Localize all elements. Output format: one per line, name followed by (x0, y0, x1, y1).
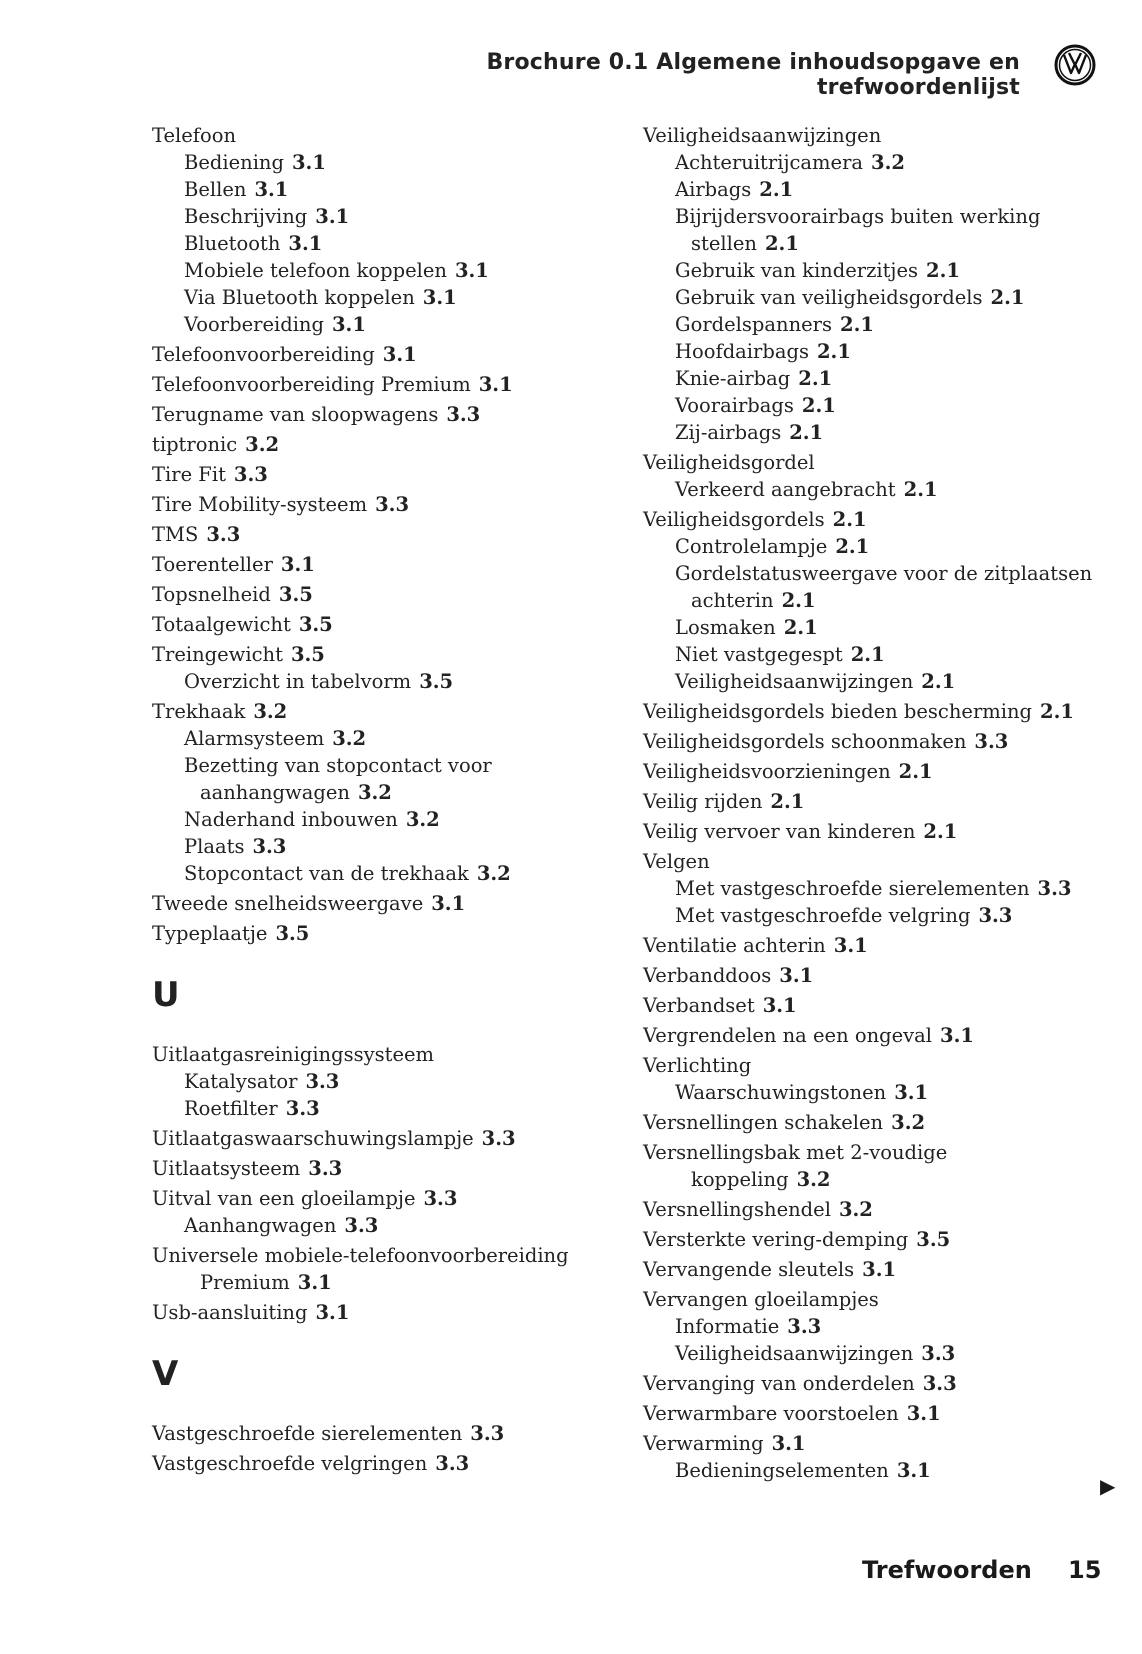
index-entry-reference: 2.1 (923, 820, 958, 843)
index-entry-reference: 3.1 (280, 553, 315, 576)
index-entry (643, 392, 1103, 419)
index-entry-reference: 3.1 (288, 232, 323, 255)
index-entry-term: Bezetting van stopcontact voor (184, 754, 492, 777)
index-entry-reference: 2.1 (926, 259, 960, 282)
footer-section-label: Trefwoorden (862, 1556, 1032, 1584)
index-entry-term: Veiligheidsaanwijzingen (675, 1342, 914, 1365)
section-letter-u: U (152, 975, 180, 1015)
index-entry (152, 833, 592, 860)
index-entry-term: Treingewicht (152, 643, 283, 666)
index-entry (643, 1256, 1103, 1283)
index-group-u (152, 1041, 592, 1326)
index-entry (152, 581, 592, 608)
index-entry-reference: 2.1 (850, 643, 885, 666)
index-entry-reference: 3.1 (431, 892, 466, 915)
index-entry-term: Versnellingsbak met 2-voudige (643, 1141, 948, 1164)
index-entry-term: Veiligheidsvoorzieningen (643, 760, 891, 783)
index-entry (643, 587, 1103, 614)
index-entry-term: Alarmsysteem (184, 727, 325, 750)
index-column-right (643, 122, 1103, 1484)
index-entry-term: Tire Mobility-systeem (152, 493, 368, 516)
index-entry-reference: 3.2 (332, 727, 367, 750)
index-entry-reference: 3.3 (206, 523, 241, 546)
index-entry-term: stellen (691, 232, 757, 255)
index-entry-term: Met vastgeschroefde velgring (675, 904, 971, 927)
index-entry (643, 1196, 1103, 1223)
index-entry-reference: 3.1 (906, 1402, 941, 1425)
index-entry (152, 491, 592, 518)
index-entry-term: Usb-aansluiting (152, 1301, 308, 1324)
index-entry (643, 875, 1103, 902)
index-entry (643, 560, 1103, 587)
index-entry-term: Voorbereiding (184, 313, 324, 336)
index-entry (643, 149, 1103, 176)
index-entry (152, 521, 592, 548)
index-entry (152, 668, 592, 695)
index-entry (152, 920, 592, 947)
index-entry (152, 176, 592, 203)
index-entry-reference: 3.1 (894, 1081, 929, 1104)
index-entry (643, 1340, 1103, 1367)
page-header-title: Brochure 0.1 Algemene inhoudsopgave en trefwoordenlijst (486, 50, 1020, 100)
index-entry (152, 1041, 592, 1068)
index-entry (643, 641, 1103, 668)
index-entry-term: Informatie (675, 1315, 780, 1338)
index-entry-term: aanhangwagen (200, 781, 350, 804)
index-entry-reference: 2.1 (1040, 700, 1074, 723)
index-entry-reference: 3.1 (422, 286, 457, 309)
index-entry-reference: 3.3 (1037, 877, 1072, 900)
index-entry-term: tiptronic (152, 433, 238, 456)
index-entry-reference: 3.2 (245, 433, 280, 456)
index-entry (152, 860, 592, 887)
index-entry (643, 1052, 1103, 1079)
index-entry (152, 203, 592, 230)
index-entry (643, 962, 1103, 989)
index-entry (643, 902, 1103, 929)
index-entry (643, 284, 1103, 311)
index-entry-term: Hoofdairbags (675, 340, 809, 363)
index-entry-reference: 3.3 (470, 1422, 505, 1445)
index-entry-reference: 3.3 (252, 835, 287, 858)
vw-logo-icon (1054, 44, 1096, 86)
index-entry-term: Uitlaatsysteem (152, 1157, 301, 1180)
index-entry (643, 1226, 1103, 1253)
index-entry-term: Terugname van sloopwagens (152, 403, 439, 426)
index-entry (152, 551, 592, 578)
index-entry (643, 932, 1103, 959)
index-entry-reference: 3.1 (315, 205, 350, 228)
index-entry-term: Overzicht in tabelvorm (184, 670, 412, 693)
section-letter-v: V (152, 1354, 179, 1394)
index-entry-reference: 3.1 (779, 964, 814, 987)
index-entry (152, 122, 592, 149)
index-entry (152, 1420, 592, 1447)
index-entry-reference: 3.1 (254, 178, 289, 201)
index-entry (643, 818, 1103, 845)
index-entry-reference: 3.3 (978, 904, 1013, 927)
index-entry-term: Bellen (184, 178, 247, 201)
index-entry-term: Met vastgeschroefde sierelementen (675, 877, 1030, 900)
index-entry-term: Telefoon (152, 124, 237, 147)
index-entry (152, 725, 592, 752)
index-entry-reference: 3.1 (862, 1258, 897, 1281)
index-entry (152, 1068, 592, 1095)
index-entry-reference: 2.1 (816, 340, 851, 363)
index-entry-reference: 3.1 (833, 934, 868, 957)
index-entry-term: Veiligheidsgordels bieden bescherming (643, 700, 1033, 723)
index-entry (152, 341, 592, 368)
index-entry-term: Veilig vervoer van kinderen (643, 820, 916, 843)
index-entry-term: Vervangen gloeilampjes (643, 1288, 879, 1311)
index-entry-reference: 3.2 (796, 1168, 831, 1191)
index-entry (643, 476, 1103, 503)
index-entry (643, 1286, 1103, 1313)
index-entry-term: Veiligheidsaanwijzingen (675, 670, 914, 693)
index-entry-term: Naderhand inbouwen (184, 808, 398, 831)
index-entry (152, 230, 592, 257)
index-entry-term: Gebruik van veiligheidsgordels (675, 286, 983, 309)
index-entry-reference: 3.3 (481, 1127, 516, 1150)
index-entry-reference: 2.1 (832, 508, 867, 531)
index-entry-reference: 3.3 (233, 463, 268, 486)
index-entry-term: Bedieningselementen (675, 1459, 889, 1482)
index-entry-term: Versnellingshendel (643, 1198, 831, 1221)
index-entry-term: Verwarming (643, 1432, 764, 1455)
index-entry (152, 698, 592, 725)
index-entry-term: Veilig rijden (643, 790, 763, 813)
index-entry-term: Voorairbags (675, 394, 794, 417)
index-entry-reference: 3.2 (357, 781, 392, 804)
index-entry-term: Veiligheidsgordels schoonmaken (643, 730, 967, 753)
index-entry-term: Verwarmbare voorstoelen (643, 1402, 899, 1425)
index-group-v (152, 1420, 592, 1477)
index-entry-reference: 3.2 (405, 808, 440, 831)
index-entry-term: Vervanging van onderdelen (643, 1372, 915, 1395)
index-entry (152, 1125, 592, 1152)
index-entry (643, 668, 1103, 695)
index-entry (643, 992, 1103, 1019)
index-entry (643, 728, 1103, 755)
index-entry-reference: 3.1 (291, 151, 326, 174)
index-entry (643, 257, 1103, 284)
index-entry-reference: 3.1 (454, 259, 489, 282)
index-entry (643, 1109, 1103, 1136)
index-entry-reference: 2.1 (789, 421, 824, 444)
index-entry (643, 1313, 1103, 1340)
index-entry-reference: 2.1 (783, 616, 818, 639)
index-entry-term: Niet vastgegespt (675, 643, 843, 666)
index-entry (152, 1299, 592, 1326)
index-entry (152, 611, 592, 638)
index-entry-reference: 3.2 (871, 151, 905, 174)
index-entry (643, 230, 1103, 257)
index-entry (643, 614, 1103, 641)
index-entry (152, 1155, 592, 1182)
index-entry-reference: 3.5 (419, 670, 454, 693)
index-entry-term: Verbandset (643, 994, 755, 1017)
index-entry-reference: 2.1 (840, 313, 874, 336)
index-entry-reference: 3.3 (285, 1097, 320, 1120)
index-entry-reference: 3.1 (940, 1024, 974, 1047)
index-entry-reference: 2.1 (770, 790, 805, 813)
index-entry (152, 1185, 592, 1212)
index-entry-term: Bediening (184, 151, 284, 174)
index-entry-term: Via Bluetooth koppelen (184, 286, 415, 309)
index-entry-reference: 3.1 (771, 1432, 806, 1455)
index-entry-reference: 2.1 (781, 589, 816, 612)
index-entry (643, 1457, 1103, 1484)
index-entry-reference: 2.1 (903, 478, 938, 501)
index-entry-term: Verbanddoos (643, 964, 772, 987)
index-entry (643, 848, 1103, 875)
index-entry-reference: 2.1 (835, 535, 870, 558)
index-entry-term: Veiligheidsaanwijzingen (643, 124, 882, 147)
index-entry (152, 1450, 592, 1477)
index-entry-term: Telefoonvoorbereiding (152, 343, 375, 366)
index-entry (643, 365, 1103, 392)
index-entry-term: Tweede snelheidsweergave (152, 892, 424, 915)
index-entry (152, 284, 592, 311)
index-entry-term: Vervangende sleutels (643, 1258, 855, 1281)
index-entry (643, 1079, 1103, 1106)
index-entry-reference: 3.3 (787, 1315, 822, 1338)
index-entry-reference: 3.3 (446, 403, 481, 426)
index-column-left (152, 122, 592, 1477)
index-entry (152, 890, 592, 917)
index-entry (643, 1400, 1103, 1427)
index-entry-term: Aanhangwagen (184, 1214, 337, 1237)
index-entry (152, 1212, 592, 1239)
index-entry (643, 122, 1103, 149)
index-entry (152, 779, 592, 806)
index-entry (152, 401, 592, 428)
index-entry-term: Gordelspanners (675, 313, 832, 336)
index-entry (152, 461, 592, 488)
index-entry-reference: 3.5 (298, 613, 333, 636)
index-entry-term: Mobiele telefoon koppelen (184, 259, 447, 282)
index-entry (152, 1095, 592, 1122)
index-entry-reference: 2.1 (990, 286, 1025, 309)
index-entry-reference: 2.1 (898, 760, 933, 783)
index-entry-reference: 3.3 (423, 1187, 458, 1210)
continue-arrow-icon: ▶ (1100, 1474, 1116, 1498)
index-entry-term: Zij-airbags (675, 421, 782, 444)
index-entry (643, 698, 1103, 725)
index-entry-term: Vergrendelen na een ongeval (643, 1024, 933, 1047)
index-entry (152, 311, 592, 338)
index-entry (643, 203, 1103, 230)
index-entry-reference: 3.1 (315, 1301, 350, 1324)
index-entry (643, 419, 1103, 446)
index-entry (643, 1166, 1103, 1193)
index-entry (152, 1269, 592, 1296)
page-number: 15 (1068, 1556, 1102, 1584)
index-entry-term: Vastgeschroefde sierelementen (152, 1422, 463, 1445)
index-entry-term: Stopcontact van de trekhaak (184, 862, 469, 885)
index-entry-term: Universele mobiele-telefoonvoorbereiding (152, 1244, 569, 1267)
index-entry-reference: 3.1 (297, 1271, 332, 1294)
index-entry-reference: 3.3 (974, 730, 1009, 753)
index-entry (643, 338, 1103, 365)
index-entry (643, 1139, 1103, 1166)
index-entry-reference: 3.3 (922, 1372, 957, 1395)
index-entry-term: Plaats (184, 835, 245, 858)
index-entry-reference: 3.5 (278, 583, 313, 606)
index-entry-reference: 3.2 (253, 700, 288, 723)
index-entry-term: Uitlaatgasreinigingssysteem (152, 1043, 435, 1066)
index-entry-term: Knie-airbag (675, 367, 791, 390)
index-entry-reference: 3.5 (916, 1228, 951, 1251)
index-entry-term: Vastgeschroefde velgringen (152, 1452, 428, 1475)
index-entry-reference: 3.2 (838, 1198, 873, 1221)
index-entry (643, 176, 1103, 203)
index-entry (152, 752, 592, 779)
index-entry (152, 1242, 592, 1269)
index-entry (643, 506, 1103, 533)
index-entry (643, 1370, 1103, 1397)
index-entry (152, 641, 592, 668)
index-entry-reference: 2.1 (801, 394, 836, 417)
index-entry-reference: 3.5 (275, 922, 310, 945)
index-entry-term: Waarschuwingstonen (675, 1081, 887, 1104)
index-entry-term: Totaalgewicht (152, 613, 291, 636)
index-entry-reference: 3.1 (382, 343, 417, 366)
index-entry (643, 788, 1103, 815)
index-entry-term: Typeplaatje (152, 922, 268, 945)
index-entry-term: Beschrijving (184, 205, 308, 228)
index-entry-reference: 3.3 (435, 1452, 470, 1475)
index-entry-reference: 2.1 (759, 178, 794, 201)
index-entry-term: Toerenteller (152, 553, 273, 576)
index-entry (643, 311, 1103, 338)
index-entry-reference: 3.1 (762, 994, 797, 1017)
index-entry-term: Velgen (643, 850, 710, 873)
index-entry (643, 1022, 1103, 1049)
index-entry-term: Achteruitrijcamera (675, 151, 864, 174)
index-entry-reference: 3.3 (305, 1070, 340, 1093)
index-entry-term: Bijrijdersvoorairbags buiten werking (675, 205, 1041, 228)
index-entry (643, 533, 1103, 560)
index-entry-reference: 3.3 (344, 1214, 379, 1237)
index-entry-term: Uitval van een gloeilampje (152, 1187, 416, 1210)
index-entry-reference: 3.3 (921, 1342, 956, 1365)
index-entry-term: Airbags (675, 178, 752, 201)
index-entry-term: Controlelampje (675, 535, 828, 558)
index-entry-term: Veiligheidsgordels (643, 508, 825, 531)
index-entry-term: Katalysator (184, 1070, 298, 1093)
index-entry-term: Gebruik van kinderzitjes (675, 259, 919, 282)
index-entry (152, 371, 592, 398)
index-entry-reference: 3.3 (375, 493, 410, 516)
index-entry-reference: 3.1 (478, 373, 513, 396)
index-entry (152, 257, 592, 284)
index-entry-term: Gordelstatusweergave voor de zitplaatsen (675, 562, 1093, 585)
index-entry-term: TMS (152, 523, 199, 546)
index-entry-term: Verlichting (643, 1054, 752, 1077)
index-entry-reference: 2.1 (921, 670, 956, 693)
index-group-t (152, 122, 592, 947)
index-entry (152, 431, 592, 458)
index-entry (643, 1430, 1103, 1457)
index-entry-term: Uitlaatgaswaarschuwingslampje (152, 1127, 474, 1150)
index-entry-term: Roetfilter (184, 1097, 278, 1120)
index-entry-term: Telefoonvoorbereiding Premium (152, 373, 471, 396)
index-entry-term: Verkeerd aangebracht (675, 478, 896, 501)
index-entry-reference: 2.1 (798, 367, 833, 390)
index-group-v-continued (643, 122, 1103, 1484)
index-entry-reference: 2.1 (764, 232, 799, 255)
index-entry-term: Losmaken (675, 616, 776, 639)
index-entry-term: Versterkte vering-demping (643, 1228, 909, 1251)
index-entry-term: Bluetooth (184, 232, 281, 255)
index-entry (643, 758, 1103, 785)
index-entry-term: Ventilatie achterin (643, 934, 826, 957)
index-entry-reference: 3.1 (896, 1459, 931, 1482)
index-entry-term: Topsnelheid (152, 583, 271, 606)
index-entry-reference: 3.5 (290, 643, 325, 666)
index-entry (152, 149, 592, 176)
index-entry-reference: 3.1 (331, 313, 366, 336)
index-entry-term: Veiligheidsgordel (643, 451, 815, 474)
index-entry (152, 806, 592, 833)
index-entry-term: koppeling (691, 1168, 789, 1191)
index-entry-reference: 3.2 (476, 862, 511, 885)
index-entry-term: achterin (691, 589, 774, 612)
index-entry-term: Trekhaak (152, 700, 246, 723)
index-entry-term: Premium (200, 1271, 290, 1294)
index-entry-term: Tire Fit (152, 463, 226, 486)
index-entry-reference: 3.2 (891, 1111, 926, 1134)
index-entry (643, 449, 1103, 476)
index-entry-reference: 3.3 (308, 1157, 343, 1180)
index-entry-term: Versnellingen schakelen (643, 1111, 884, 1134)
